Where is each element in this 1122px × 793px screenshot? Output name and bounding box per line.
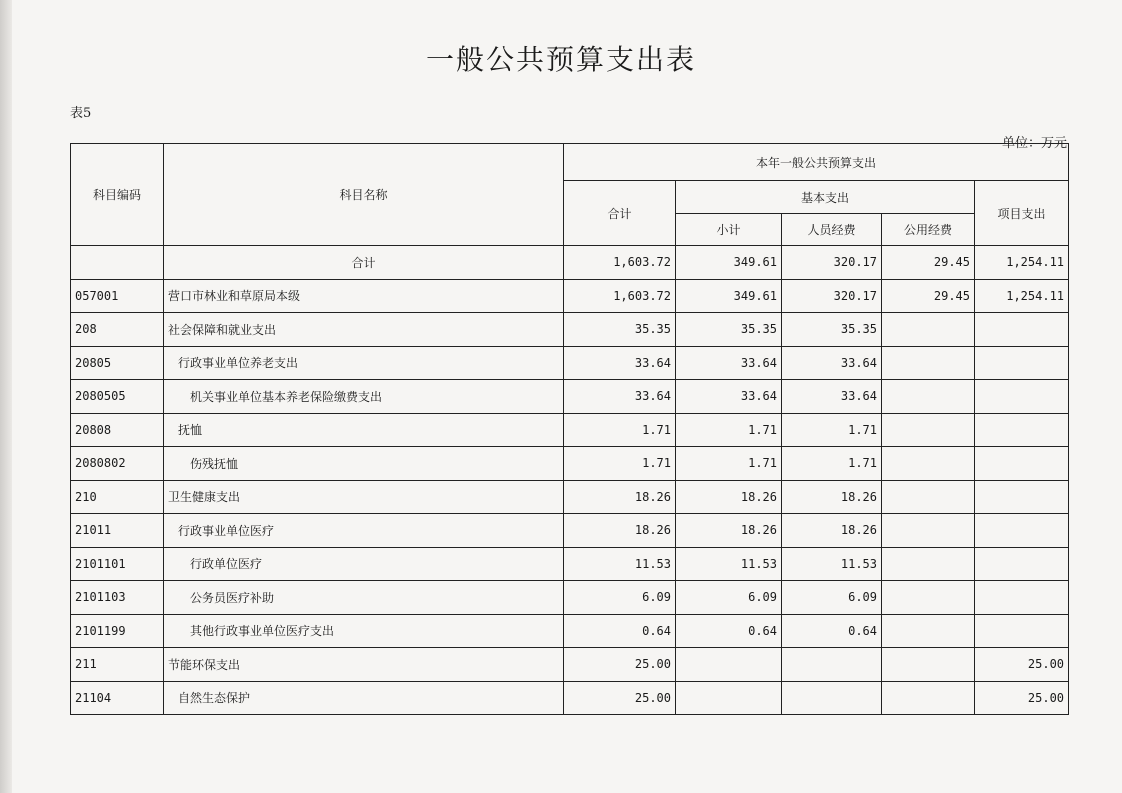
cell-subtotal: 349.61 <box>676 279 782 313</box>
table-row <box>71 346 1069 380</box>
header-code: 科目编码 <box>71 144 164 246</box>
cell-public <box>882 648 975 682</box>
header-project: 项目支出 <box>975 181 1069 246</box>
cell-public <box>882 514 975 548</box>
cell-personnel <box>782 648 882 682</box>
cell-personnel: 11.53 <box>782 547 882 581</box>
cell-project <box>975 480 1069 514</box>
cell-public <box>882 581 975 615</box>
table-number: 表5 <box>70 106 92 121</box>
header-subtotal: 小计 <box>676 214 782 246</box>
cell-personnel: 18.26 <box>782 480 882 514</box>
cell-name: 公务员医疗补助 <box>164 581 564 615</box>
table-row <box>71 279 1069 313</box>
cell-public <box>882 681 975 715</box>
cell-total: 18.26 <box>564 480 676 514</box>
cell-total: 11.53 <box>564 547 676 581</box>
cell-code: 211 <box>71 648 164 682</box>
cell-subtotal <box>676 648 782 682</box>
cell-subtotal: 18.26 <box>676 514 782 548</box>
cell-code: 2080505 <box>71 380 164 414</box>
total-row <box>71 246 1069 280</box>
cell-project: 25.00 <box>975 681 1069 715</box>
cell-personnel <box>782 681 882 715</box>
cell-project <box>975 614 1069 648</box>
cell-subtotal <box>676 681 782 715</box>
cell-project <box>975 514 1069 548</box>
cell-personnel: 1.71 <box>782 413 882 447</box>
cell-subtotal: 6.09 <box>676 581 782 615</box>
cell-subtotal: 33.64 <box>676 380 782 414</box>
table-row <box>71 648 1069 682</box>
table-row <box>71 547 1069 581</box>
cell-total: 25.00 <box>564 648 676 682</box>
table-row <box>71 514 1069 548</box>
unit-label: 单位：万元 <box>1001 136 1067 151</box>
cell-project <box>975 547 1069 581</box>
cell-personnel: 320.17 <box>782 246 882 280</box>
header-basic: 基本支出 <box>676 181 975 214</box>
cell-code: 20808 <box>71 413 164 447</box>
cell-name: 行政事业单位养老支出 <box>164 346 564 380</box>
cell-personnel: 35.35 <box>782 313 882 347</box>
cell-name: 自然生态保护 <box>164 681 564 715</box>
cell-subtotal: 33.64 <box>676 346 782 380</box>
cell-name: 卫生健康支出 <box>164 480 564 514</box>
cell-personnel: 33.64 <box>782 380 882 414</box>
cell-project <box>975 581 1069 615</box>
header-name: 科目名称 <box>164 144 564 246</box>
table-row <box>71 480 1069 514</box>
cell-code: 20805 <box>71 346 164 380</box>
table-row <box>71 313 1069 347</box>
cell-total: 0.64 <box>564 614 676 648</box>
cell-personnel: 320.17 <box>782 279 882 313</box>
cell-code <box>71 246 164 280</box>
cell-subtotal: 18.26 <box>676 480 782 514</box>
cell-total: 33.64 <box>564 346 676 380</box>
cell-public <box>882 480 975 514</box>
cell-public <box>882 547 975 581</box>
table-row <box>71 380 1069 414</box>
cell-name: 营口市林业和草原局本级 <box>164 279 564 313</box>
table-row <box>71 581 1069 615</box>
cell-public <box>882 447 975 481</box>
cell-total: 1,603.72 <box>564 279 676 313</box>
cell-code: 210 <box>71 480 164 514</box>
cell-code: 21011 <box>71 514 164 548</box>
cell-personnel: 18.26 <box>782 514 882 548</box>
cell-code: 057001 <box>71 279 164 313</box>
table-row <box>71 447 1069 481</box>
cell-public <box>882 614 975 648</box>
cell-subtotal: 35.35 <box>676 313 782 347</box>
cell-name: 其他行政事业单位医疗支出 <box>164 614 564 648</box>
page-binding-shadow <box>0 0 12 793</box>
cell-project: 1,254.11 <box>975 246 1069 280</box>
cell-public <box>882 380 975 414</box>
cell-project: 1,254.11 <box>975 279 1069 313</box>
cell-public: 29.45 <box>882 246 975 280</box>
cell-public <box>882 413 975 447</box>
table-row <box>71 681 1069 715</box>
header-group: 本年一般公共预算支出 <box>564 144 1069 181</box>
cell-public <box>882 313 975 347</box>
budget-expenditure-table <box>70 143 1069 715</box>
cell-code: 2080802 <box>71 447 164 481</box>
cell-total: 1.71 <box>564 447 676 481</box>
page-title: 一般公共预算支出表 <box>425 43 696 76</box>
header-public: 公用经费 <box>882 214 975 246</box>
cell-name: 行政单位医疗 <box>164 547 564 581</box>
cell-code: 2101199 <box>71 614 164 648</box>
cell-name: 节能环保支出 <box>164 648 564 682</box>
cell-public <box>882 346 975 380</box>
cell-name: 伤残抚恤 <box>164 447 564 481</box>
cell-public: 29.45 <box>882 279 975 313</box>
cell-total: 18.26 <box>564 514 676 548</box>
cell-name: 行政事业单位医疗 <box>164 514 564 548</box>
cell-code: 21104 <box>71 681 164 715</box>
cell-subtotal: 11.53 <box>676 547 782 581</box>
cell-project <box>975 413 1069 447</box>
cell-personnel: 0.64 <box>782 614 882 648</box>
table-row <box>71 614 1069 648</box>
cell-total: 25.00 <box>564 681 676 715</box>
cell-code: 208 <box>71 313 164 347</box>
cell-name: 机关事业单位基本养老保险缴费支出 <box>164 380 564 414</box>
cell-project <box>975 380 1069 414</box>
cell-subtotal: 1.71 <box>676 413 782 447</box>
cell-subtotal: 349.61 <box>676 246 782 280</box>
cell-project: 25.00 <box>975 648 1069 682</box>
cell-code: 2101101 <box>71 547 164 581</box>
cell-project <box>975 447 1069 481</box>
cell-total: 1,603.72 <box>564 246 676 280</box>
table-row <box>71 413 1069 447</box>
cell-subtotal: 0.64 <box>676 614 782 648</box>
cell-project <box>975 346 1069 380</box>
cell-name: 社会保障和就业支出 <box>164 313 564 347</box>
cell-total: 33.64 <box>564 380 676 414</box>
header-total: 合计 <box>564 181 676 246</box>
cell-name: 抚恤 <box>164 413 564 447</box>
cell-code: 2101103 <box>71 581 164 615</box>
cell-project <box>975 313 1069 347</box>
table-body <box>71 246 1069 715</box>
header-personnel: 人员经费 <box>782 214 882 246</box>
cell-personnel: 1.71 <box>782 447 882 481</box>
cell-total: 35.35 <box>564 313 676 347</box>
cell-personnel: 6.09 <box>782 581 882 615</box>
cell-total: 1.71 <box>564 413 676 447</box>
cell-subtotal: 1.71 <box>676 447 782 481</box>
cell-total: 6.09 <box>564 581 676 615</box>
cell-personnel: 33.64 <box>782 346 882 380</box>
cell-name: 合计 <box>164 246 564 280</box>
